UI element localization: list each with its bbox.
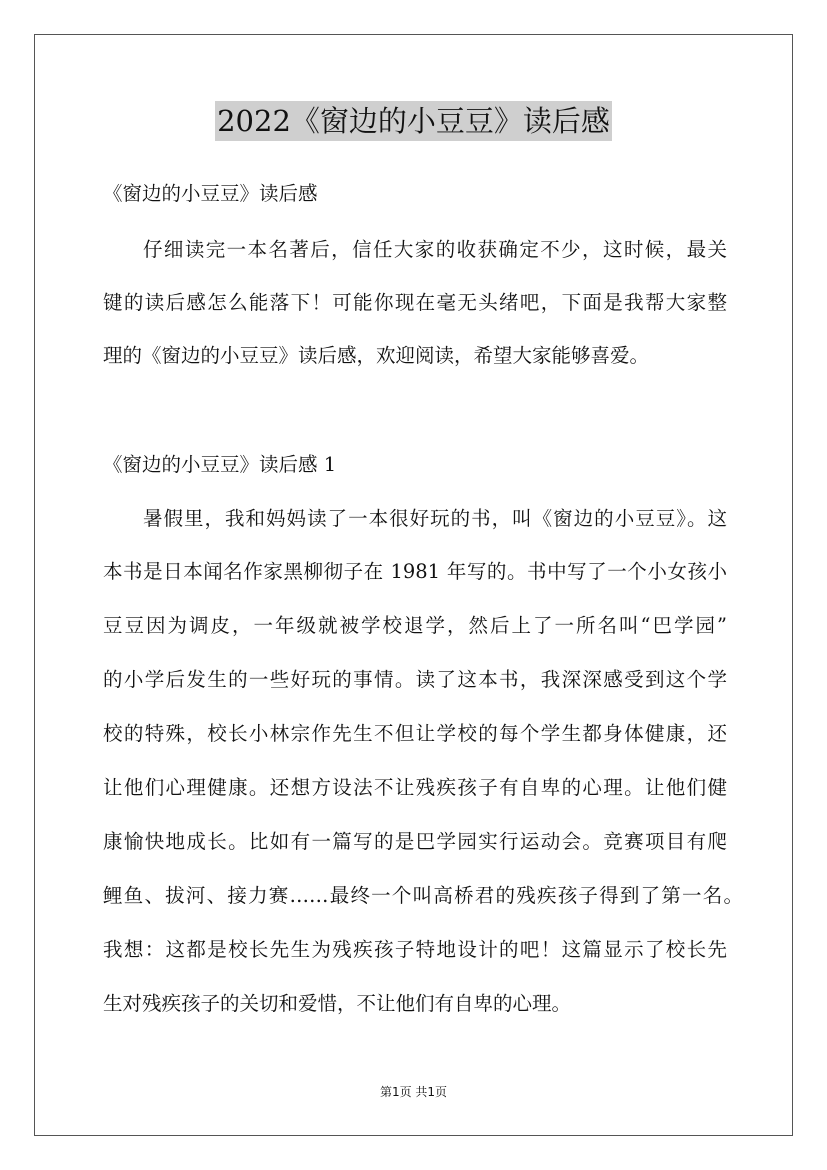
section1-line-3: 豆豆因为调皮，一年级就被学校退学，然后上了一所名叫“巴学园” xyxy=(103,614,727,637)
page-footer: 第1页 共1页 xyxy=(379,1085,448,1099)
section1-line-6: 让他们心理健康。还想方设法不让残疾孩子有自卑的心理。让他们健 xyxy=(103,776,727,799)
section1-line-8: 鲤鱼、拔河、接力赛……最终一个叫高桥君的残疾孩子得到了第一名。 xyxy=(103,884,743,907)
document-title: 2022《窗边的小豆豆》读后感 xyxy=(215,101,612,141)
title-wrap xyxy=(0,101,827,141)
section1-line-4: 的小学后发生的一些好玩的事情。读了这本书，我深深感受到这个学 xyxy=(103,668,727,691)
section1-line-10: 生对残疾孩子的关切和爱惜，不让他们有自卑的心理。 xyxy=(103,992,572,1015)
section-heading-1: 《窗边的小豆豆》读后感 1 xyxy=(103,453,337,476)
section1-line-9: 我想：这都是校长先生为残疾孩子特地设计的吧！这篇显示了校长先 xyxy=(103,938,727,961)
intro-line-1: 仔细读完一本名著后，信任大家的收获确定不少，这时候，最关 xyxy=(143,238,727,261)
intro-line-2: 键的读后感怎么能落下！可能你现在毫无头绪吧，下面是我帮大家整 xyxy=(103,291,727,314)
section1-line-1: 暑假里，我和妈妈读了一本很好玩的书，叫《窗边的小豆豆》。这 xyxy=(143,507,727,530)
section1-line-5: 校的特殊，校长小林宗作先生不但让学校的每个学生都身体健康，还 xyxy=(103,722,727,745)
section1-line-7: 康愉快地成长。比如有一篇写的是巴学园实行运动会。竞赛项目有爬 xyxy=(103,830,727,853)
section1-line-2: 本书是日本闻名作家黑柳彻子在 1981 年写的。书中写了一个小女孩小 xyxy=(103,560,727,583)
document-subtitle: 《窗边的小豆豆》读后感 xyxy=(103,182,318,205)
intro-line-3: 理的《窗边的小豆豆》读后感，欢迎阅读，希望大家能够喜爱。 xyxy=(103,344,650,367)
